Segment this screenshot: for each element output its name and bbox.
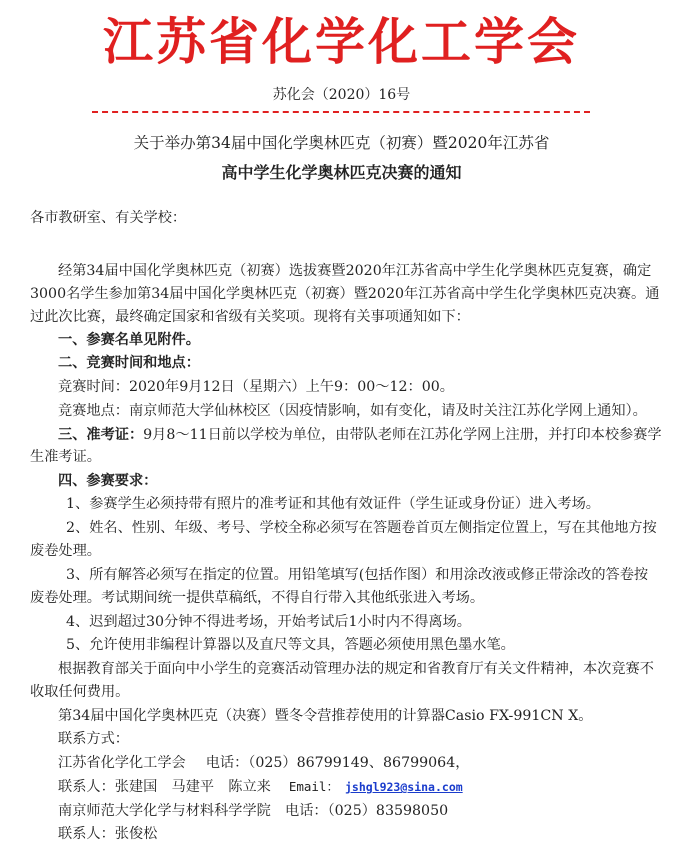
contact-1-people-row xyxy=(58,776,463,798)
competition-time: 竞赛时间：2020年9月12日（星期六）上午9：00～12：00。 xyxy=(58,379,454,395)
section-2-heading: 二、竞赛时间和地点： xyxy=(58,355,200,371)
calculator-note: 第34届中国化学奥林匹克（决赛）暨冬令营推荐使用的计算器Casio FX-991CN X。 xyxy=(58,708,593,724)
competition-place: 竞赛地点：南京师范大学仙林校区（因疫情影响，如有变化，请及时关注江苏化学网上通知）。 xyxy=(58,403,647,419)
requirement-2-line-1: 2、姓名、性别、年级、考号、学校全称必须写在答题卷首页左侧指定位置上，写在其他地方按 xyxy=(66,520,657,536)
contact-heading: 联系方式： xyxy=(58,731,129,747)
requirement-5: 5、允许使用非编程计算器以及直尺等文具，答题必须使用黑色墨水笔。 xyxy=(66,637,515,653)
intro-line-3: 过此次比赛，最终确定国家和省级有关奖项。现将有关事项通知如下： xyxy=(30,309,470,325)
email-link[interactable]: jshgl923@sina.com xyxy=(344,780,463,794)
email-label: Email： xyxy=(288,779,339,794)
requirement-2-line-2: 废卷处理。 xyxy=(30,543,101,559)
section-3 xyxy=(58,424,662,446)
org-masthead: 江苏省化学化工学会 xyxy=(103,12,580,71)
notice-title-line-2: 高中学生化学奥林匹克决赛的通知 xyxy=(221,163,462,182)
contact-1-people: 联系人：张建国 马建平 陈立来 xyxy=(58,779,271,795)
contact-1 xyxy=(58,752,469,774)
contact-1-org: 江苏省化学化工学会 xyxy=(58,755,186,771)
intro-line-1: 经第34届中国化学奥林匹克（初赛）选拔赛暨2020年江苏省高中学生化学奥林匹克复赛，确定 xyxy=(58,263,652,279)
fee-note-line-1: 根据教育部关于面向中小学生的竞赛活动管理办法的规定和省教育厅有关文件精神，本次竞赛不 xyxy=(58,661,654,677)
requirement-3-line-1: 3、所有解答必须写在指定的位置。用铅笔填写(包括作图）和用涂改液或修正带涂改的答卷按 xyxy=(66,567,649,583)
salutation: 各市教研室、有关学校： xyxy=(30,210,187,226)
section-3-continued: 生准考证。 xyxy=(30,449,101,465)
fee-note-line-2: 收取任何费用。 xyxy=(30,684,130,700)
section-3-text: 9月8～11日前以学校为单位，由带队老师在江苏化学网上注册，并打印本校参赛学 xyxy=(143,427,662,443)
requirement-1: 1、参赛学生必须持带有照片的准考证和其他有效证件（学生证或身份证）进入考场。 xyxy=(66,496,600,512)
contact-1-phone: 电话：（025）86799149、86799064， xyxy=(205,755,470,771)
requirement-4: 4、迟到超过30分钟不得进考场，开始考试后1小时内不得离场。 xyxy=(66,614,471,630)
contact-2-people: 联系人：张俊松 xyxy=(58,826,158,842)
section-3-heading: 三、准考证： xyxy=(58,427,144,443)
notice-title-line-1: 关于举办第34届中国化学奥林匹克（初赛）暨2020年江苏省 xyxy=(133,134,550,152)
section-1-heading: 一、参赛名单见附件。 xyxy=(58,332,200,348)
contact-2: 南京师范大学化学与材料科学学院 电话：（025）83598050 xyxy=(58,803,449,819)
intro-line-2: 3000名学生参加第34届中国化学奥林匹克（初赛）暨2020年江苏省高中学生化学奥林匹克决赛。通 xyxy=(30,286,660,302)
section-4-heading: 四、参赛要求： xyxy=(58,473,158,489)
requirement-3-line-2: 废卷处理。考试期间统一提供草稿纸，不得自行带入其他纸张进入考场。 xyxy=(30,590,485,606)
document-number: 苏化会（2020）16号 xyxy=(272,87,411,103)
